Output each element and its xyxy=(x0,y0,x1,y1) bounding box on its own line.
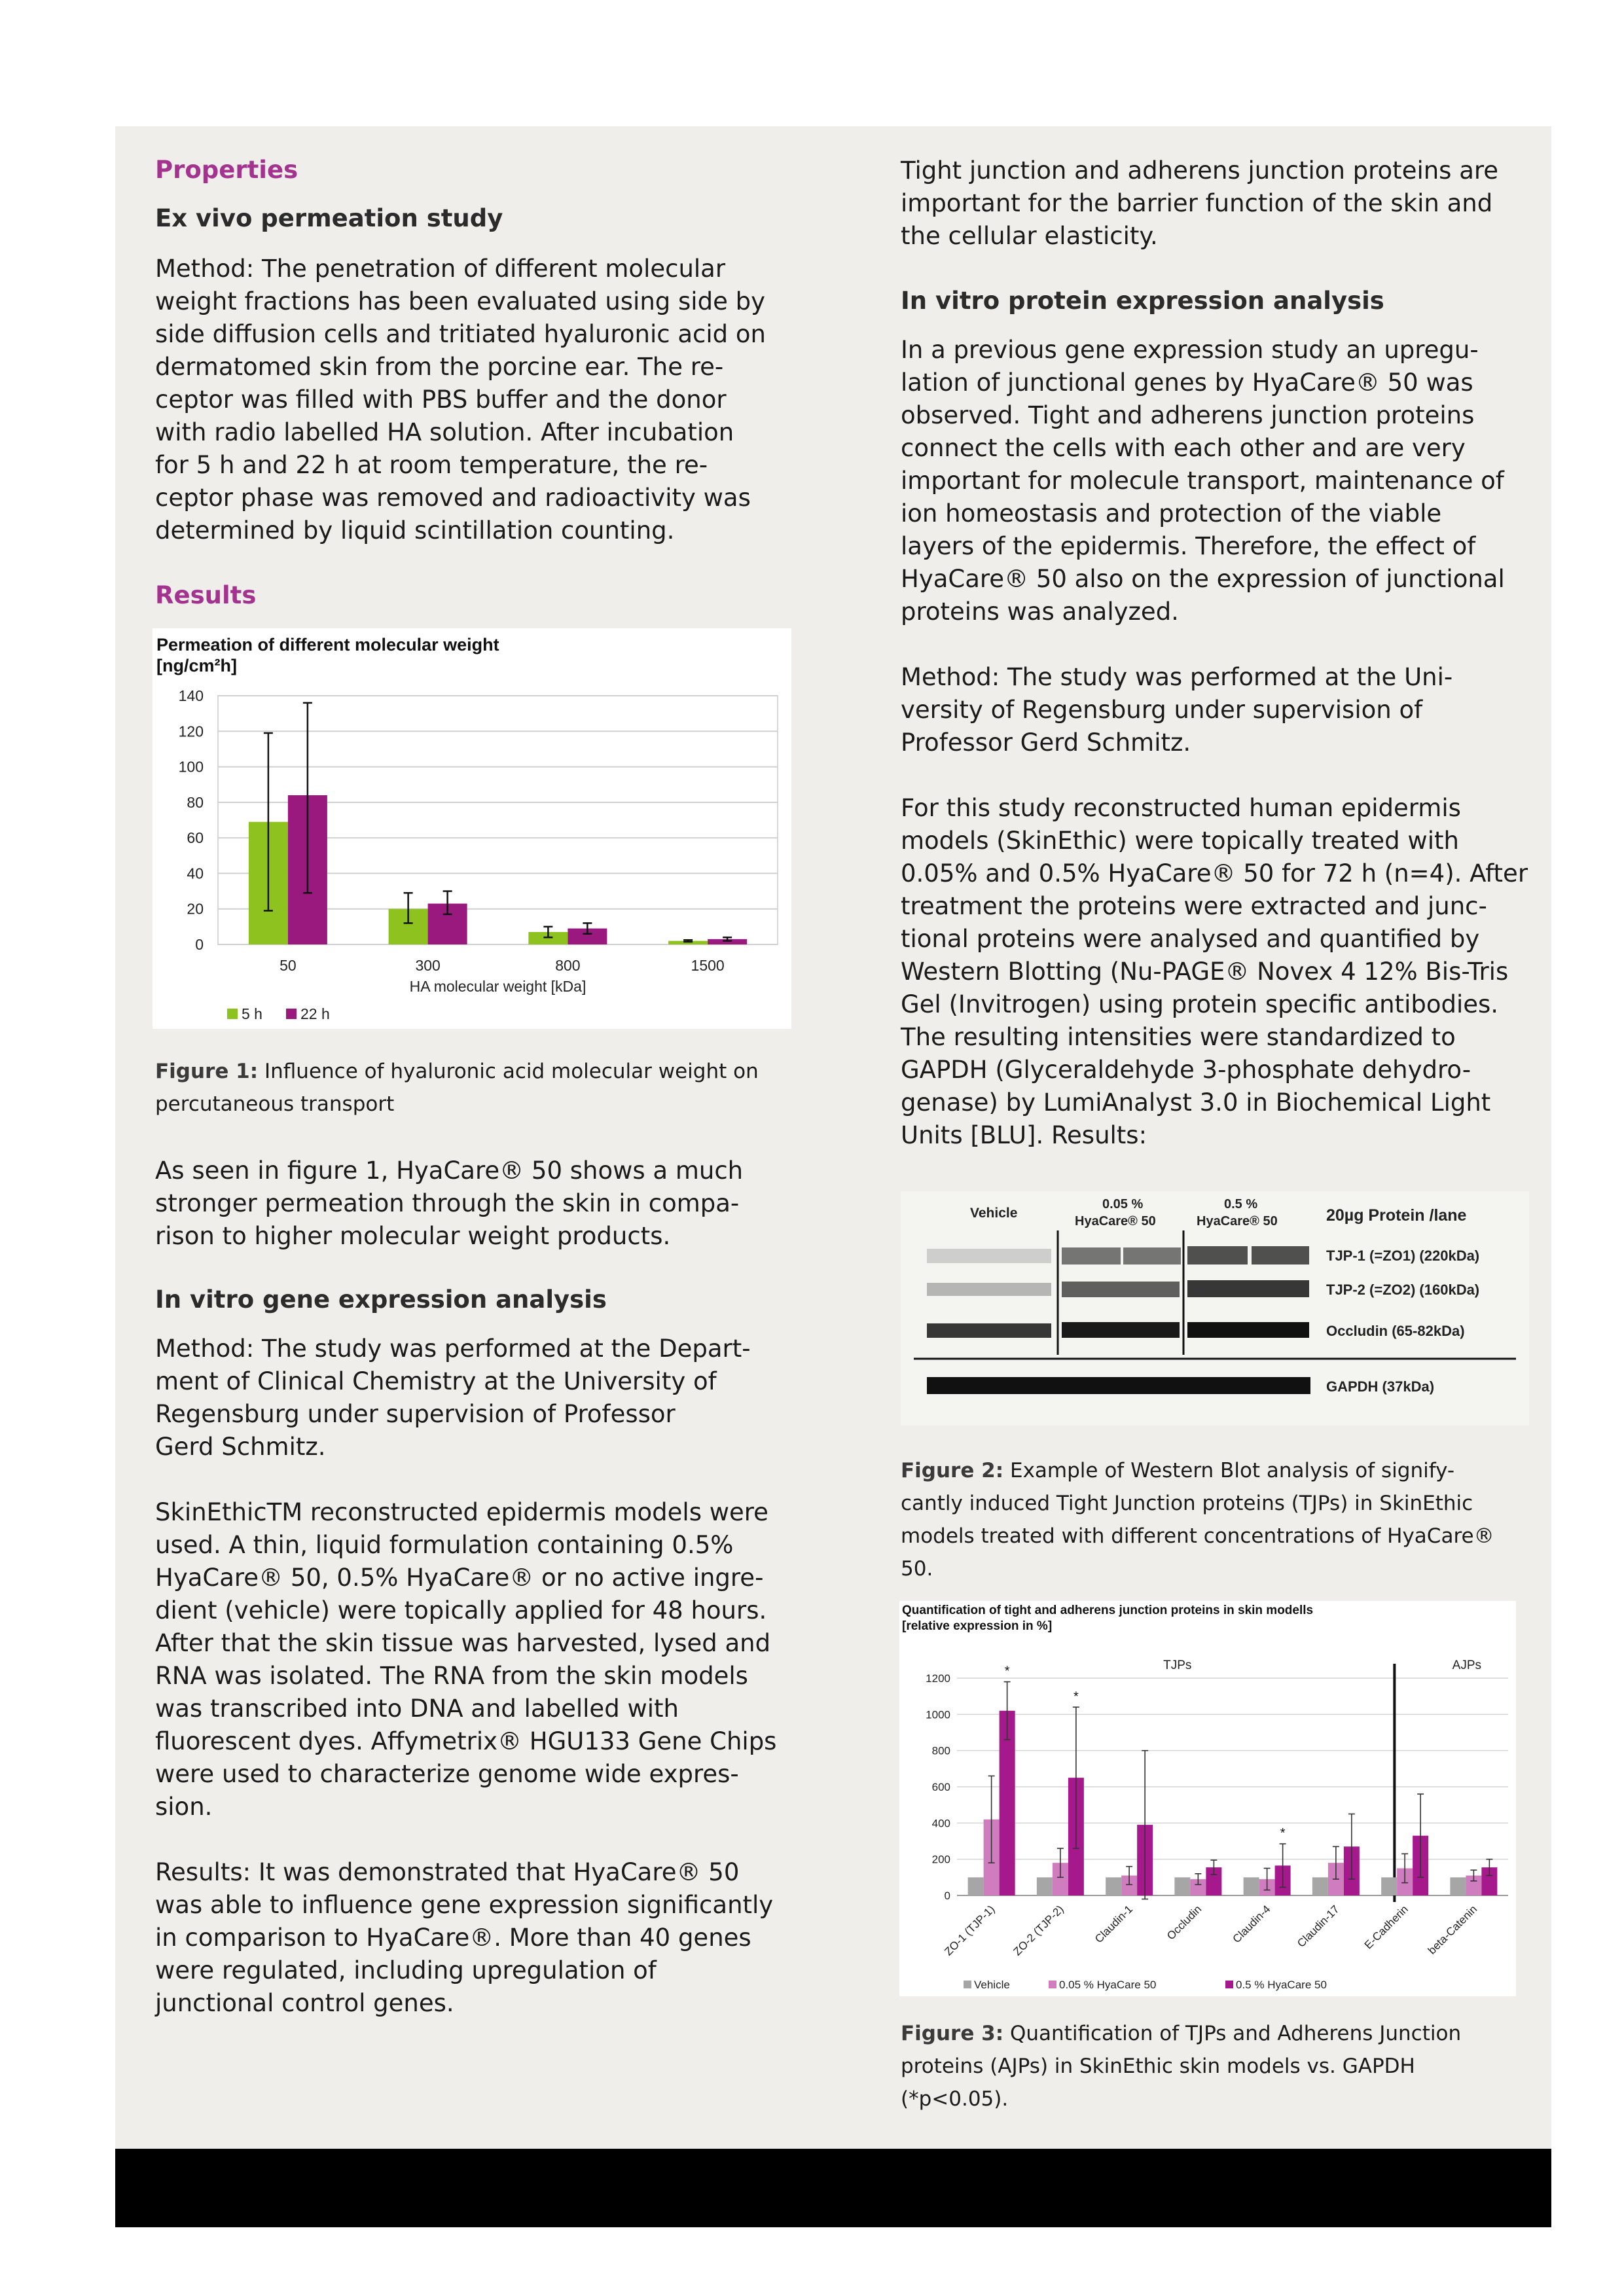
blot-col-005-line2: HyaCare® 50 xyxy=(1075,1214,1156,1229)
chart2-legend-swatch xyxy=(1225,1981,1233,1988)
chart1-ytick-label: 40 xyxy=(187,865,204,882)
chart2-ytick-label: 400 xyxy=(931,1817,950,1830)
blot-band-tjp1: TJP-1 (=ZO1) (220kDa) xyxy=(1326,1247,1480,1264)
properties-heading: Properties xyxy=(155,156,298,184)
blot-header: 20µg Protein /lane xyxy=(1326,1206,1467,1225)
western-blot-figure xyxy=(901,1191,1529,1426)
blot-band-gapdh: GAPDH (37kDa) xyxy=(1326,1378,1435,1395)
chart2-group-label-ajps: AJPs xyxy=(1452,1659,1482,1672)
protein-paragraph: In a previous gene expression study an upregu- lation of junctional genes by HyaCare® 50 was observed. Tight and adherens junction proteins connect the cells with each other and are very important for molecule transport, maintenance of ion homeostasis and protection of the viable layers of the epidermis. Therefore, the effect of HyaCare® 50 also on the expression of junctional proteins was analyzed. xyxy=(901,336,1505,626)
chart1-ytick-label: 60 xyxy=(187,829,204,847)
chart2-ytick-label: 600 xyxy=(931,1781,950,1793)
band-row-occludin xyxy=(927,1322,1309,1338)
chart2-ytick-label: 200 xyxy=(931,1853,950,1866)
chart2-xtick-label: Occludin xyxy=(1164,1903,1204,1943)
western-blot-svg xyxy=(901,1191,1529,1426)
chart2-ylabel: [relative expression in %] xyxy=(902,1619,1053,1633)
chart2-group-label-tjps: TJPs xyxy=(1163,1659,1192,1672)
chart1-xlabel: HA molecular weight [kDa] xyxy=(409,978,586,995)
chart2-bar-1-Occludin xyxy=(1174,1877,1190,1895)
chart2-bar-1-ZO1TJP1 xyxy=(968,1877,984,1895)
chart1-ytick-label: 80 xyxy=(187,793,204,811)
chart2-legend-label: 0.05 % HyaCare 50 xyxy=(1059,1979,1157,1991)
figure3-label: Figure 3: xyxy=(901,2022,1004,2045)
gene-expression-heading: In vitro gene expression analysis xyxy=(155,1285,607,1314)
chart2-xtick-label: Claudin-17 xyxy=(1295,1903,1342,1950)
chart1-legend-label: 22 h xyxy=(300,1005,330,1022)
intro-paragraph: Tight junction and adherens junction proteins are important for the barrier function of the skin and the cellular elasticity. xyxy=(901,156,1499,250)
band-row-gapdh xyxy=(927,1377,1310,1394)
chart2-ytick-label: 1200 xyxy=(926,1672,950,1685)
chart1-legend-swatch xyxy=(286,1009,297,1019)
chart2-xtick-label: ZO-2 (TJP-2) xyxy=(1011,1903,1066,1958)
chart2-xtick-label: beta-Catenin xyxy=(1425,1903,1480,1957)
chart2-legend-swatch xyxy=(1049,1981,1056,1988)
chart2-legend-swatch xyxy=(964,1981,971,1988)
chart1-ytick-label: 100 xyxy=(178,758,204,776)
gene-skinethic-paragraph: SkinEthicTM reconstructed epidermis models were used. A thin, liquid formulation containing 0.5% HyaCare® 50, 0.5% HyaCare® or no active ingre- dient (vehicle) were topically applied for 48 hours. After that the skin tissue was harvested, lysed and RNA was isolated. The RNA from the skin models was transcribed into DNA and labelled with fluorescent dyes. Affymetrix® HGU133 Gene Chips were used to characterize genome wide expres- sion. xyxy=(155,1498,777,1821)
chart1-title: Permeation of different molecular weight xyxy=(156,635,499,655)
chart1-xtick-label: 50 xyxy=(280,957,297,974)
chart1-ylabel: [ng/cm²h] xyxy=(156,656,237,675)
figure3-text: Quantification of TJPs and Adherens Junction proteins (AJPs) in SkinEthic skin models vs. GAPDH (*p<0.05). xyxy=(901,2022,1462,2111)
chart2-bar-1-Claudin4 xyxy=(1244,1877,1259,1895)
blot-col-005-line1: 0.05 % xyxy=(1102,1197,1144,1211)
exvivo-heading: Ex vivo permeation study xyxy=(155,204,503,232)
chart1-ytick-label: 140 xyxy=(178,687,204,704)
chart2-xtick-label: ZO-1 (TJP-1) xyxy=(942,1903,998,1958)
figure1-label: Figure 1: xyxy=(155,1060,259,1083)
chart2-bar-1-Claudin1 xyxy=(1106,1877,1121,1895)
gene-results-paragraph: Results: It was demonstrated that HyaCare® 50 was able to influence gene expression significantly in comparison to HyaCare®. More than 40 genes were regulated, including upregulation of junctional control genes. xyxy=(155,1858,774,2017)
figure3-chart xyxy=(899,1601,1516,1996)
blot-col-05-line2: HyaCare® 50 xyxy=(1197,1214,1278,1229)
chart2-title: Quantification of tight and adherens junction proteins in skin modells xyxy=(902,1604,1314,1617)
chart1-xtick-label: 300 xyxy=(415,957,441,974)
chart1-xtick-label: 800 xyxy=(555,957,581,974)
chart2-legend-label: 0.5 % HyaCare 50 xyxy=(1236,1979,1327,1991)
after-figure1-paragraph: As seen in figure 1, HyaCare® 50 shows a much stronger permeation through the skin in compa- rison to higher molecular weight products. xyxy=(155,1157,744,1250)
protein-study-paragraph: For this study reconstructed human epidermis models (SkinEthic) were topically treated with 0.05% and 0.5% HyaCare® 50 for 72 h (n=4). After treatment the proteins were extracted and junc- tional proteins were analysed and quantified by Western Blotting (Nu-PAGE® Novex 4 12% Bis-Tris Gel (Invitrogen) using protein specific antibodies. The resulting intensities were standardized to GAPDH (Glyceraldehyde 3-phosphate dehydro- genase) by LumiAnalyst 3.0 in Biochemical Light Units [BLU]. Results: xyxy=(901,794,1528,1149)
blot-col-vehicle: Vehicle xyxy=(970,1206,1018,1221)
chart2-legend-label: Vehicle xyxy=(974,1979,1010,1991)
gene-method-paragraph: Method: The study was performed at the Depart- ment of Clinical Chemistry at the University of Regensburg under supervision of Professor Gerd Schmitz. xyxy=(155,1335,751,1461)
chart2-significance-marker: * xyxy=(1280,1826,1286,1841)
figure3-caption xyxy=(901,2017,1516,2115)
protein-expression-heading: In vitro protein expression analysis xyxy=(901,287,1384,315)
chart2-significance-marker: * xyxy=(1004,1664,1010,1679)
chart2-bar-1-ZO2TJP2 xyxy=(1037,1877,1053,1895)
chart2-bar-1-ECadherin xyxy=(1381,1877,1397,1895)
blot-col-05-line1: 0.5 % xyxy=(1224,1197,1258,1211)
chart2-bar-1-Claudin17 xyxy=(1312,1877,1328,1895)
chart1-legend-swatch xyxy=(227,1009,238,1019)
exvivo-method-paragraph: Method: The penetration of different molecular weight fractions has been evaluated using side by side diffusion cells and tritiated hyaluronic acid on dermatomed skin from the porcine ear. The re- ceptor was filled with PBS buffer and the donor with radio labelled HA solution. After incubation for 5 h and 22 h at room temperature, the re- ceptor phase was removed and radioactivity was determined by liquid scintillation counting. xyxy=(155,255,766,545)
chart2-ytick-label: 1000 xyxy=(926,1708,950,1721)
chart2-xtick-label: Claudin-4 xyxy=(1230,1903,1273,1946)
chart2-bar-1-betaCatenin xyxy=(1450,1877,1466,1895)
figure2-label: Figure 2: xyxy=(901,1459,1004,1482)
footer-bar xyxy=(115,2149,1551,2227)
chart2-significance-marker: * xyxy=(1073,1689,1079,1704)
figure1-caption xyxy=(155,1055,770,1121)
chart2-ytick-label: 0 xyxy=(944,1890,950,1902)
figure1-text: Influence of hyaluronic acid molecular weight on percutaneous transport xyxy=(155,1060,759,1116)
chart2-ytick-label: 800 xyxy=(931,1744,950,1757)
figure2-caption xyxy=(901,1454,1516,1585)
chart1-legend-label: 5 h xyxy=(242,1005,262,1022)
chart1-ytick-label: 20 xyxy=(187,900,204,918)
protein-method-paragraph: Method: The study was performed at the Uni- versity of Regensburg under supervision of Professor Gerd Schmitz. xyxy=(901,663,1453,757)
figure1-chart xyxy=(153,628,791,1029)
band-row-tjp1 xyxy=(927,1246,1309,1265)
blot-band-tjp2: TJP-2 (=ZO2) (160kDa) xyxy=(1326,1282,1480,1298)
permeation-chart-svg xyxy=(153,628,791,1029)
junction-chart-svg xyxy=(899,1601,1516,1996)
results-heading: Results xyxy=(155,581,257,609)
chart2-xtick-label: Claudin-1 xyxy=(1092,1903,1135,1946)
blot-band-occludin: Occludin (65-82kDa) xyxy=(1326,1323,1465,1339)
chart2-xtick-label: E-Cadherin xyxy=(1362,1903,1411,1952)
chart1-ytick-label: 120 xyxy=(178,723,204,740)
chart1-ytick-label: 0 xyxy=(195,936,204,953)
figure2-text: Example of Western Blot analysis of signify-cantly induced Tight Junction proteins (TJPs) in SkinEthic models treated with different concentrations of HyaCare® 50. xyxy=(901,1459,1494,1581)
chart1-xtick-label: 1500 xyxy=(691,957,725,974)
